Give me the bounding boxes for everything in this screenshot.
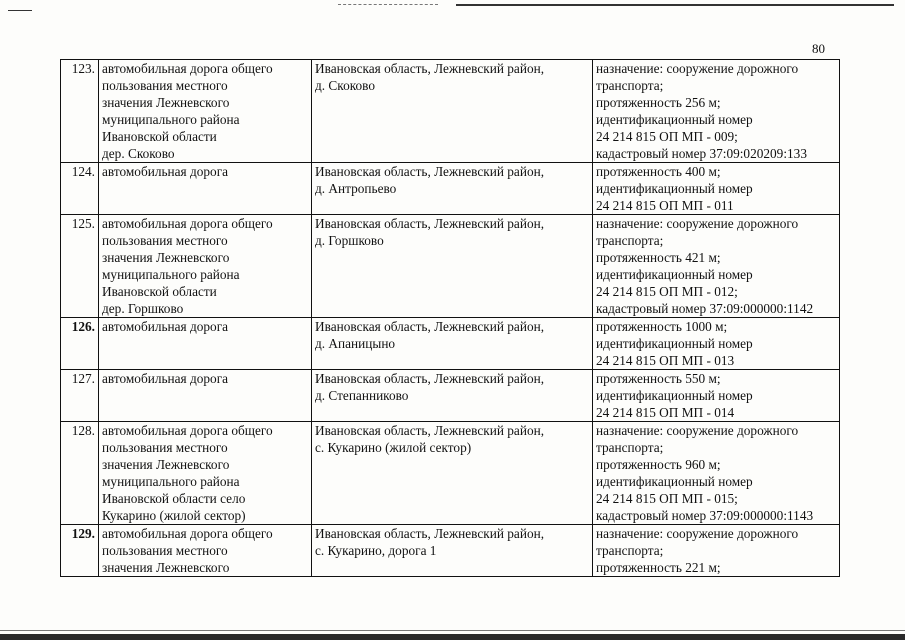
table-row — [61, 318, 840, 370]
object-name: автомобильная дорога — [99, 370, 312, 422]
row-number: 129. — [61, 525, 99, 577]
object-address: Ивановская область, Лежневский район, д. Горшково — [312, 215, 593, 318]
table-row — [61, 370, 840, 422]
scan-edge-bottom — [0, 628, 905, 640]
property-table — [60, 59, 840, 577]
object-name: автомобильная дорога общего пользования местного значения Лежневского — [99, 525, 312, 577]
object-details: назначение: сооружение дорожного транспорта; протяженность 256 м; идентификационный номер 24 214 815 ОП МП - 009; кадастровый номер 37:09:020209:133 — [593, 60, 840, 163]
object-name: автомобильная дорога общего пользования местного значения Лежневского муниципального района Ивановской области село Кукарино (жилой сектор) — [99, 422, 312, 525]
page-number: 80 — [812, 41, 825, 56]
object-details: назначение: сооружение дорожного транспорта; протяженность 960 м; идентификационный номер 24 214 815 ОП МП - 015; кадастровый номер 37:09:000000:1143 — [593, 422, 840, 525]
object-address: Ивановская область, Лежневский район, д. Антропьево — [312, 163, 593, 215]
scan-band — [0, 634, 905, 640]
row-number: 125. — [61, 215, 99, 318]
object-name: автомобильная дорога — [99, 318, 312, 370]
object-details: назначение: сооружение дорожного транспорта; протяженность 221 м; — [593, 525, 840, 577]
object-address: Ивановская область, Лежневский район, с. Кукарино (жилой сектор) — [312, 422, 593, 525]
object-address: Ивановская область, Лежневский район, д. Апаницыно — [312, 318, 593, 370]
scan-mark-top-middle — [338, 4, 438, 6]
object-details: протяженность 400 м; идентификационный номер 24 214 815 ОП МП - 011 — [593, 163, 840, 215]
object-name: автомобильная дорога — [99, 163, 312, 215]
object-details: назначение: сооружение дорожного транспорта; протяженность 421 м; идентификационный номер 24 214 815 ОП МП - 012; кадастровый номер 37:09:000000:1142 — [593, 215, 840, 318]
object-name: автомобильная дорога общего пользования местного значения Лежневского муниципального района Ивановской области дер. Горшково — [99, 215, 312, 318]
table-row — [61, 215, 840, 318]
table-row — [61, 163, 840, 215]
object-address: Ивановская область, Лежневский район, д. Степанниково — [312, 370, 593, 422]
row-number: 124. — [61, 163, 99, 215]
row-number: 127. — [61, 370, 99, 422]
table-row — [61, 422, 840, 525]
object-details: протяженность 550 м; идентификационный номер 24 214 815 ОП МП - 014 — [593, 370, 840, 422]
scan-line — [0, 630, 905, 631]
table-row — [61, 60, 840, 163]
scan-mark-top-left — [8, 10, 32, 11]
row-number: 123. — [61, 60, 99, 163]
object-address: Ивановская область, Лежневский район, д. Скоково — [312, 60, 593, 163]
object-name: автомобильная дорога общего пользования местного значения Лежневского муниципального района Ивановской области дер. Скоково — [99, 60, 312, 163]
row-number: 126. — [61, 318, 99, 370]
object-address: Ивановская область, Лежневский район, с. Кукарино, дорога 1 — [312, 525, 593, 577]
scan-mark-top-right — [456, 4, 894, 6]
object-details: протяженность 1000 м; идентификационный номер 24 214 815 ОП МП - 013 — [593, 318, 840, 370]
row-number: 128. — [61, 422, 99, 525]
table-row — [61, 525, 840, 577]
